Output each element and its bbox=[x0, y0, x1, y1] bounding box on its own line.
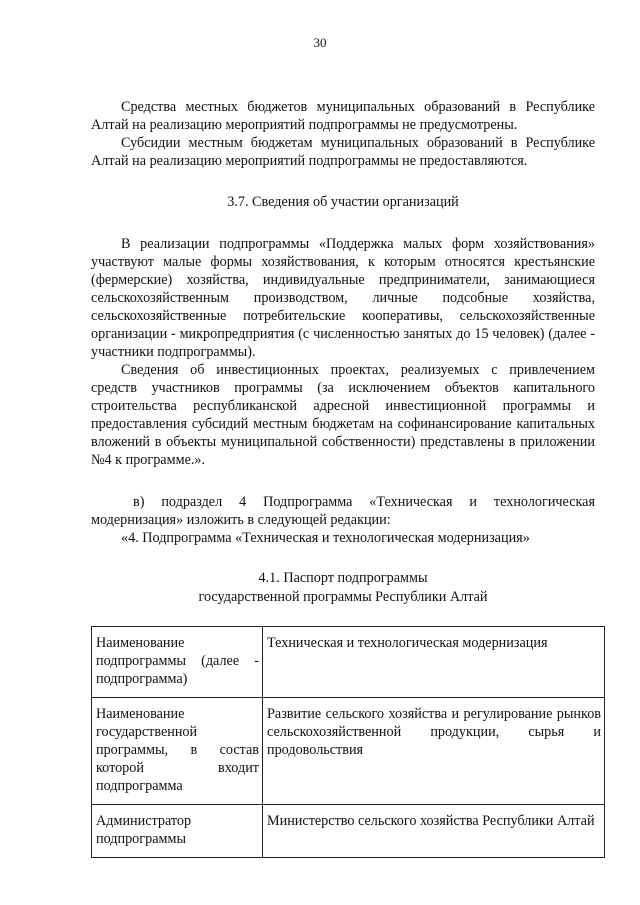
page-number: 30 bbox=[313, 35, 327, 50]
table-cell-label: Наименование подпрограммы (далее - подпрограмма) bbox=[92, 627, 263, 698]
paragraph-subprogram-title: «4. Подпрограмма «Техническая и технологическая модернизация» bbox=[121, 530, 530, 546]
table-row bbox=[92, 805, 605, 858]
document-body bbox=[91, 98, 601, 858]
paragraph-amendment: в) подраздел 4 Подпрограмма «Техническая и технологическая модернизация» изложить в следующей редакции: bbox=[91, 494, 595, 528]
table-row bbox=[92, 698, 605, 805]
passport-heading-line1: 4.1. Паспорт подпрограммы bbox=[258, 570, 428, 586]
passport-heading-line2: государственной программы Республики Алтай bbox=[198, 589, 488, 605]
table-cell-value: Министерство сельского хозяйства Республики Алтай bbox=[263, 805, 605, 858]
passport-heading bbox=[91, 569, 595, 607]
table-cell-label: Наименование государственной программы, в состав которой входит подпрограмма bbox=[92, 698, 263, 805]
paragraph-local-budgets: Средства местных бюджетов муниципальных образований в Республике Алтай на реализацию мероприятий подпрограммы не предусмотрены. bbox=[91, 99, 595, 133]
table-cell-value: Техническая и технологическая модернизация bbox=[263, 627, 605, 698]
spacer bbox=[91, 469, 595, 493]
passport-table bbox=[91, 626, 605, 858]
table-cell-label: Администратор подпрограммы bbox=[92, 805, 263, 858]
paragraph-participants: В реализации подпрограммы «Поддержка малых форм хозяйствования» участвуют малые формы хозяйствования, к которым относятся крестьянские (фермерские) хозяйства, индивидуальные предприниматели, занимающиеся сельскохозяйственным производством, личные подсобные хозяйства, сельскохозяйственные потребительские кооперативы, сельскохозяйственные организации - микропредприятия (с численностью занятых до 15 человек) (далее - участники подпрограммы). bbox=[91, 236, 595, 360]
paragraph-subsidies: Субсидии местным бюджетам муниципальных образований в Республике Алтай на реализацию мероприятий подпрограммы не предоставляются. bbox=[91, 135, 595, 169]
table-cell-value: Развитие сельского хозяйства и регулирование рынков сельскохозяйственной продукции, сырья и продовольствия bbox=[263, 698, 605, 805]
section-heading: 3.7. Сведения об участии организаций bbox=[227, 194, 459, 210]
table-row bbox=[92, 627, 605, 698]
paragraph-investment-projects: Сведения об инвестиционных проектах, реализуемых с привлечением средств участников программы (за исключением объектов капитального строительства республиканской адресной инвестиционной программы и предоставления субсидий местным бюджетам на софинансирование капитальных вложений в объекты муниципальной собственности) представлены в приложении №4 к программе.». bbox=[91, 362, 595, 468]
